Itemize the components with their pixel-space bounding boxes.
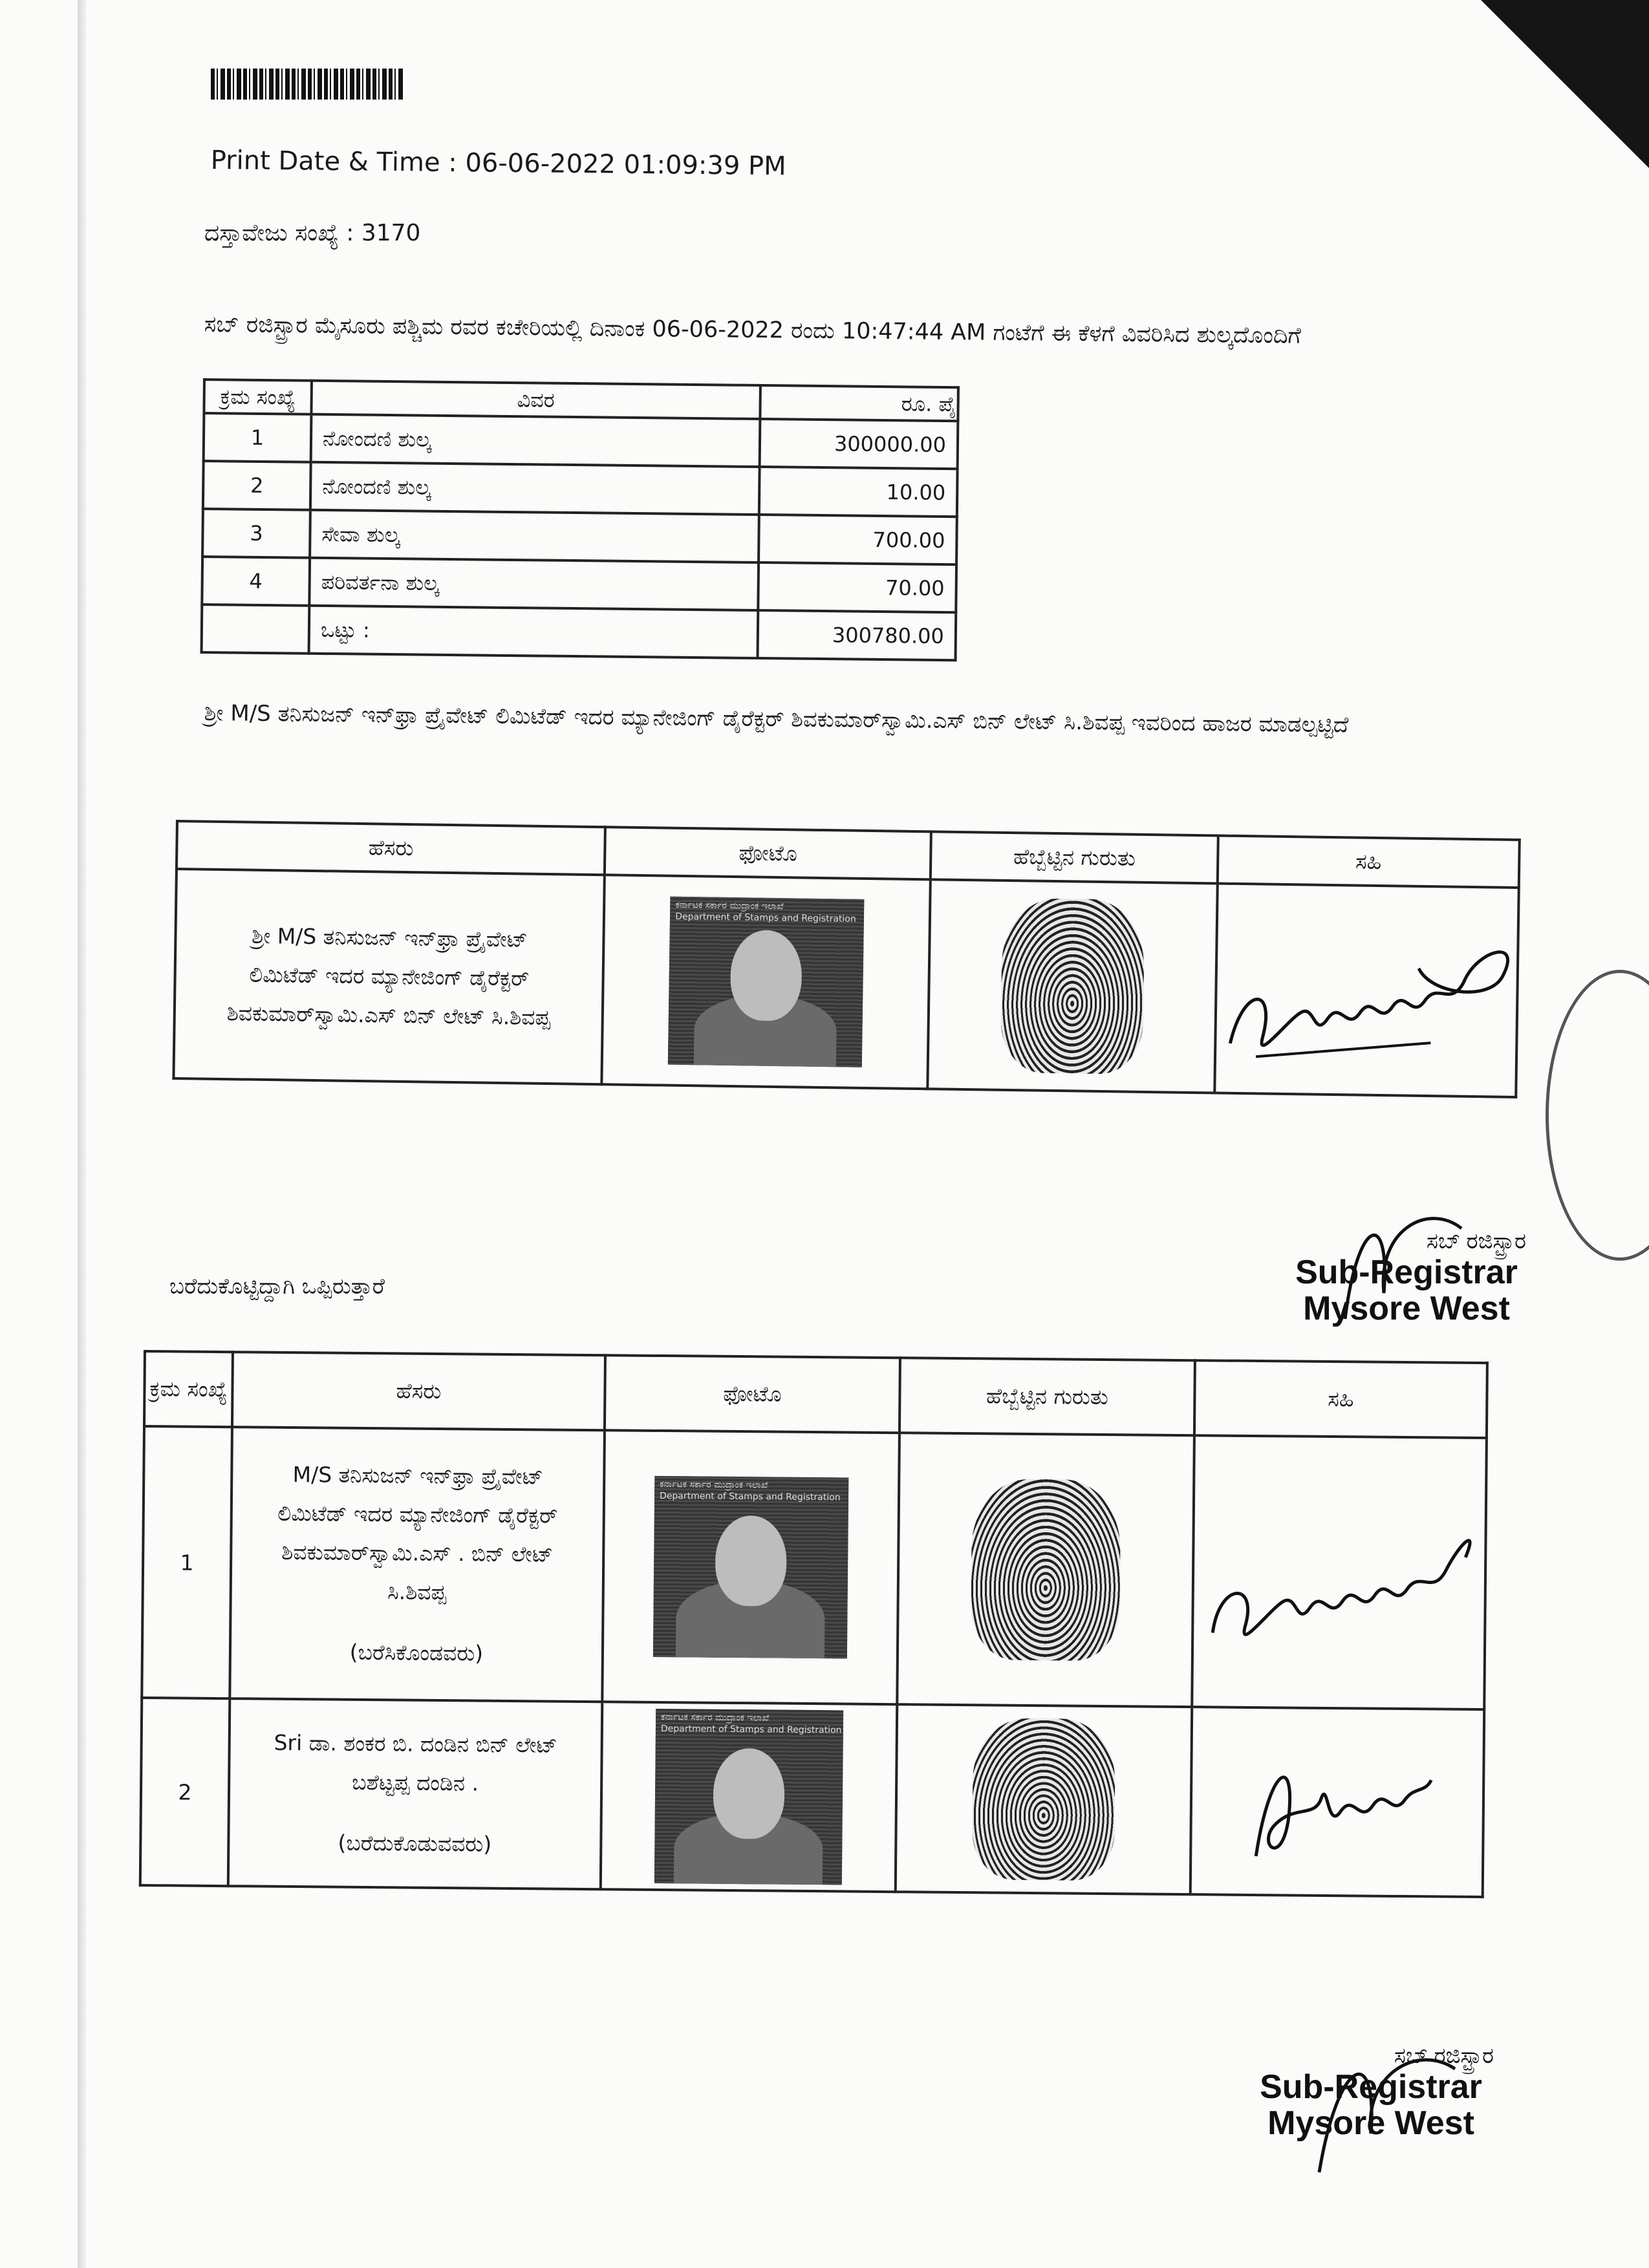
fee-col-serial: ಕ್ರಮ ಸಂಖ್ಯೆ	[204, 380, 312, 414]
signature-image	[1217, 908, 1516, 1073]
fee-total-blank	[202, 604, 310, 654]
thumbprint-image	[972, 1718, 1116, 1881]
presenter-name-line: ಶ್ರೀ M/S ತನಿಸುಜನ್ ಇನ್‌ಫ್ರಾ ಪ್ರೈವೇಟ್	[251, 923, 528, 952]
stamp-title: Sub-Registrar	[1295, 1254, 1518, 1291]
fee-table	[200, 378, 960, 661]
barcode	[211, 69, 405, 100]
exec-col-name: ಹೆಸರು	[232, 1352, 605, 1430]
photo-caption-line: ಕರ್ನಾಟಕ ಸರ್ಕಾರ ಮುದ್ರಾಂಕ ಇಲಾಖೆ	[660, 1479, 768, 1491]
exec-serial: 2	[140, 1698, 230, 1886]
exec-name	[228, 1698, 603, 1889]
scan-edge	[78, 0, 87, 2268]
presenter-photo-cell	[602, 875, 931, 1089]
photo-caption-line: ಕರ್ನಾಟಕ ಸರ್ಕಾರ ಮುದ್ರಾಂಕ ಇಲಾಖೆ	[661, 1712, 770, 1724]
thumbprint-image	[971, 1479, 1121, 1661]
executant-row	[142, 1426, 1487, 1709]
stamp-signature	[1332, 1190, 1474, 1332]
exec-sign-cell	[1192, 1435, 1487, 1709]
exec-name-line: Sri ಡಾ. ಶಂಕರ ಬಿ. ದಂಡಿನ ಬಿನ್ ಲೇಟ್	[274, 1729, 557, 1758]
fee-total-label: ಒಟ್ಟು :	[309, 606, 759, 658]
exec-sign-cell	[1191, 1707, 1485, 1897]
stamp-place: Mysore West	[1303, 1290, 1510, 1327]
executant-photo	[653, 1476, 848, 1659]
stamp-signature	[1306, 2017, 1474, 2185]
exec-role: (ಬರೆಸಿಕೊಂಡವರು)	[349, 1639, 484, 1666]
exec-col-thumb: ಹೆಬ್ಬೆಟ್ಟಿನ ಗುರುತು	[900, 1358, 1195, 1435]
exec-col-photo: ಫೋಟೊ	[605, 1355, 900, 1433]
fee-detail: ನೋಂದಣಿ ಶುಲ್ಕ	[310, 462, 760, 515]
executant-photo	[654, 1709, 843, 1885]
stamp-place: Mysore West	[1267, 2104, 1474, 2142]
thumbprint-image	[1000, 898, 1145, 1075]
fee-amount: 10.00	[759, 467, 958, 517]
fee-detail: ಪರಿವರ್ತನಾ ಶುಲ್ಕ	[309, 558, 759, 610]
exec-serial: 1	[142, 1426, 232, 1698]
presenter-name-line: ಶಿವಕುಮಾರ್‌ಸ್ವಾಮಿ.ಎಸ್ ಬಿನ್ ಲೇಟ್ ಸಿ.ಶಿವಪ್ಪ	[226, 1000, 551, 1031]
exec-photo-cell	[601, 1702, 898, 1892]
fee-serial: 2	[203, 461, 311, 510]
exec-photo-cell	[602, 1430, 900, 1704]
presenter-row	[173, 869, 1518, 1097]
fee-total-row	[202, 604, 956, 660]
exec-name-line: M/S ತನಿಸುಜನ್ ಇನ್‌ಫ್ರಾ ಪ್ರೈವೇಟ್	[292, 1462, 544, 1490]
exec-name-line: ಶಿವಕುಮಾರ್‌ಸ್ವಾಮಿ.ಎಸ್ . ಬಿನ್ ಲೇಟ್	[281, 1539, 554, 1567]
fee-row	[202, 557, 956, 612]
presenter-col-photo: ಫೋಟೊ	[605, 827, 931, 879]
fee-row	[204, 413, 958, 469]
fee-detail: ನೋಂದಣಿ ಶುಲ್ಕ	[311, 414, 760, 467]
fee-row	[203, 461, 958, 517]
executant-table	[139, 1350, 1489, 1898]
folded-corner	[1481, 0, 1649, 168]
fee-amount: 70.00	[758, 562, 956, 612]
exec-thumb-cell	[896, 1704, 1192, 1894]
presenter-col-sign: ಸಹಿ	[1218, 836, 1520, 888]
exec-col-sign: ಸಹಿ	[1194, 1360, 1487, 1438]
exec-role: (ಬರೆದುಕೊಡುವವರು)	[338, 1830, 492, 1857]
exec-thumb-cell	[897, 1433, 1194, 1707]
fee-serial: 4	[202, 557, 310, 606]
presenter-sign-cell	[1214, 883, 1518, 1097]
presenter-name	[173, 869, 605, 1084]
photo-caption-line: Department of Stamps and Registration	[660, 1724, 842, 1736]
presenter-col-thumb: ಹೆಬ್ಬೆಟ್ಟಿನ ಗುರುತು	[931, 831, 1218, 883]
fee-total-amount: 300780.00	[758, 610, 956, 660]
stamp-kannada: ಸಬ್ ರಜಿಸ್ಟ್ರಾರ	[1426, 1229, 1526, 1254]
fee-serial: 3	[202, 509, 310, 558]
fee-detail: ಸೇವಾ ಶುಲ್ಕ	[310, 510, 759, 562]
stamp-title: Sub-Registrar	[1260, 2068, 1482, 2106]
presenter-name-line: ಲಿಮಿಟೆಡ್ ಇದರ ಮ್ಯಾನೇಜಿಂಗ್ ಡೈರೆಕ್ಟರ್	[249, 961, 530, 991]
stamp-kannada: ಸಬ್ ರಜಿಸ್ಟ್ರಾರ	[1394, 2044, 1494, 2068]
presenter-table	[172, 820, 1520, 1098]
signature-image	[1200, 1484, 1479, 1661]
presented-by-text: ಶ್ರೀ M/S ತನಿಸುಜನ್ ಇನ್‌ಫ್ರಾ ಪ್ರೈವೇಟ್ ಲಿಮಿಟೆಡ್ ಇದರ ಮ್ಯಾನೇಜಿಂಗ್ ಡೈರೆಕ್ಟರ್ ಶಿವಕುಮಾರ್‌ಸ್ವಾಮಿ.ಎಸ್ ಬಿನ್ ಲೇಟ್ ಸಿ.ಶಿವಪ್ಪ ಇವರಿಂದ ಹಾಜರ ಮಾಡಲ್ಪಟ್ಟಿದೆ	[204, 700, 1349, 738]
exec-name	[230, 1427, 605, 1702]
exec-col-serial: ಕ್ರಮ ಸಂಖ್ಯೆ	[144, 1351, 233, 1427]
presenter-col-name: ಹೆಸರು	[177, 821, 605, 875]
photo-caption-line: ಕರ್ನಾಟಕ ಸರ್ಕಾರ ಮುದ್ರಾಂಕ ಇಲಾಖೆ	[675, 899, 784, 912]
document-number: ದಸ್ತಾವೇಜು ಸಂಖ್ಯೆ : 3170	[204, 220, 421, 246]
office-statement: ಸಬ್ ರಜಿಸ್ಟ್ರಾರ ಮೈಸೂರು ಪಶ್ಚಿಮ ರವರ ಕಚೇರಿಯಲ್ಲಿ ದಿನಾಂಕ 06-06-2022 ರಂದು 10:47:44 AM ಗಂಟೆಗೆ ಈ ಕೆಳಗೆ ವಿವರಿಸಿದ ಶುಲ್ಕದೊಂದಿಗೆ	[204, 312, 1301, 349]
photo-caption-line: Department of Stamps and Registration	[675, 911, 856, 925]
admitted-statement: ಬರೆದುಕೊಟ್ಟಿದ್ದಾಗಿ ಒಪ್ಪಿರುತ್ತಾರೆ	[169, 1274, 385, 1300]
exec-name-line: ಲಿಮಿಟೆಡ್ ಇದರ ಮ್ಯಾನೇಜಿಂಗ್ ಡೈರೆಕ್ಟರ್	[277, 1500, 558, 1528]
exec-name-line: ಬಶೆಟ್ಟಪ್ಪ ದಂಡಿನ .	[352, 1769, 479, 1796]
office-seal	[1546, 970, 1649, 1261]
fee-amount: 300000.00	[760, 419, 958, 469]
fee-amount: 700.00	[759, 515, 957, 564]
presenter-thumb-cell	[928, 879, 1218, 1093]
fee-col-amount: ರೂ. ಪೈ	[760, 385, 958, 421]
photo-caption-line: Department of Stamps and Registration	[659, 1490, 841, 1503]
presenter-photo	[668, 897, 865, 1067]
signature-image	[1230, 1727, 1445, 1878]
print-date-time: Print Date & Time : 06-06-2022 01:09:39 PM	[210, 145, 786, 182]
exec-name-line: ಸಿ.ಶಿವಪ್ಪ	[387, 1579, 447, 1605]
executant-row	[140, 1698, 1484, 1897]
fee-col-detail: ವಿವರ	[311, 381, 760, 419]
fee-row	[202, 509, 957, 564]
fee-serial: 1	[204, 413, 312, 462]
